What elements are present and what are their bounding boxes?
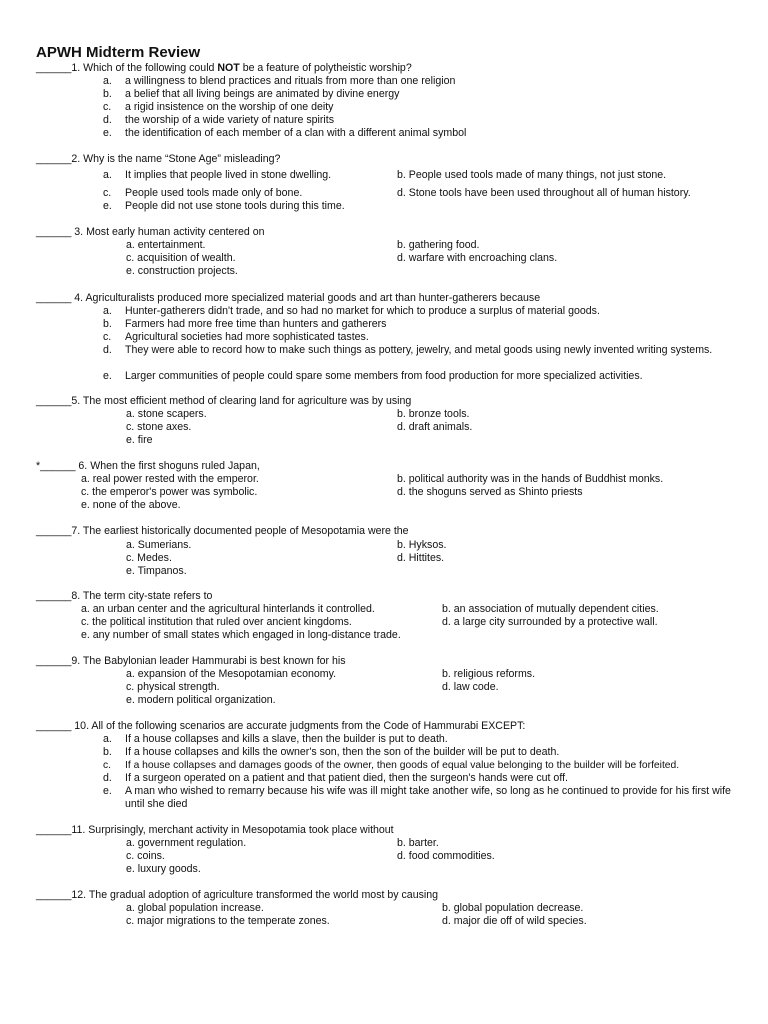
option-text: a rigid insistence on the worship of one deity xyxy=(125,101,334,113)
option-c: c. coins. xyxy=(126,850,165,862)
option-a xyxy=(103,305,600,318)
option-text: They were able to record how to make such things as pottery, jewelry, and metal goods using newly invented writing systems. xyxy=(125,344,713,356)
option-b xyxy=(103,318,386,331)
option-text: If a surgeon operated on a patient and that patient died, then the surgeon's hands were cut off. xyxy=(125,772,568,784)
option-b: b. People used tools made of many things, not just stone. xyxy=(397,169,667,181)
option-a: a. global population increase. xyxy=(126,902,264,914)
option-d: d. Hittites. xyxy=(397,552,445,564)
option-letter: d. xyxy=(103,344,112,356)
option-d: d. Stone tools have been used throughout all of human history. xyxy=(397,187,691,199)
option-text: People did not use stone tools during this time. xyxy=(125,200,345,212)
option-a: a. entertainment. xyxy=(126,239,206,251)
option-letter: e. xyxy=(103,127,112,139)
stem-text: be a feature of polytheistic worship? xyxy=(239,62,412,74)
option-text: If a house collapses and kills the owner's son, then the son of the builder will be put to death. xyxy=(125,746,560,758)
option-letter: c. xyxy=(103,760,112,771)
option-letter: a. xyxy=(103,733,112,745)
option-text: a willingness to blend practices and rituals from more than one religion xyxy=(125,75,456,87)
option-b xyxy=(103,88,399,101)
option-e: e. Timpanos. xyxy=(126,565,187,577)
option-d: d. food commodities. xyxy=(397,850,495,862)
option-d xyxy=(103,344,718,370)
question-stem: ______ 3. Most early human activity centered on xyxy=(36,226,265,238)
option-a: a. expansion of the Mesopotamian economy. xyxy=(126,668,337,680)
option-text: Larger communities of people could spare some members from food production for more specialized activities. xyxy=(125,370,643,382)
question-stem: ______8. The term city-state refers to xyxy=(36,590,213,602)
question-stem: ______12. The gradual adoption of agriculture transformed the world most by causing xyxy=(36,889,439,901)
option-b: b. gathering food. xyxy=(397,239,480,251)
option-c: c. stone axes. xyxy=(126,421,192,433)
option-letter: e. xyxy=(103,785,112,797)
option-e: e. none of the above. xyxy=(81,499,181,511)
option-c: c. major migrations to the temperate zones. xyxy=(126,915,330,927)
option-c xyxy=(103,759,679,772)
question-stem: ______2. Why is the name “Stone Age” misleading? xyxy=(36,153,281,165)
option-b: b. political authority was in the hands of Buddhist monks. xyxy=(397,473,664,485)
option-b: b. an association of mutually dependent cities. xyxy=(442,603,659,615)
option-e: e. any number of small states which engaged in long-distance trade. xyxy=(81,629,401,641)
option-c: c. acquisition of wealth. xyxy=(126,252,236,264)
option-text: Hunter-gatherers didn't trade, and so had no market for which to produce a surplus of material goods. xyxy=(125,305,600,317)
option-b: b. global population decrease. xyxy=(442,902,584,914)
option-letter: c. xyxy=(103,101,112,113)
option-c: c. the political institution that ruled over ancient kingdoms. xyxy=(81,616,352,628)
option-a: a. stone scapers. xyxy=(126,408,207,420)
option-letter: a. xyxy=(103,305,112,317)
option-d: d. law code. xyxy=(442,681,499,693)
option-letter: b. xyxy=(103,88,112,100)
option-letter: e. xyxy=(103,370,112,382)
option-letter: c. xyxy=(103,331,112,343)
option-d: d. warfare with encroaching clans. xyxy=(397,252,558,264)
option-b: b. religious reforms. xyxy=(442,668,536,680)
option-d: d. the shoguns served as Shinto priests xyxy=(397,486,583,498)
option-e: e. construction projects. xyxy=(126,265,238,277)
option-letter: b. xyxy=(103,318,112,330)
option-e: e. luxury goods. xyxy=(126,863,201,875)
option-e: e. fire xyxy=(126,434,153,446)
question-stem: ______ 10. All of the following scenarios are accurate judgments from the Code of Hammurabi EXCEPT: xyxy=(36,720,526,732)
option-text: If a house collapses and kills a slave, then the builder is put to death. xyxy=(125,733,448,745)
option-text: It implies that people lived in stone dwelling. xyxy=(125,169,332,181)
option-c xyxy=(103,331,369,344)
option-b: b. barter. xyxy=(397,837,439,849)
option-c: c. Medes. xyxy=(126,552,172,564)
option-c: c. physical strength. xyxy=(126,681,220,693)
stem-emphasis: NOT xyxy=(217,62,240,74)
option-text: Farmers had more free time than hunters and gatherers xyxy=(125,318,387,330)
option-a xyxy=(103,169,331,182)
option-text: People used tools made only of bone. xyxy=(125,187,303,199)
question-stem: ______ 4. Agriculturalists produced more specialized material goods and art than hunter-gatherers because xyxy=(36,292,541,304)
option-d xyxy=(103,114,334,127)
option-c xyxy=(103,101,333,114)
option-d: d. draft animals. xyxy=(397,421,473,433)
option-b: b. Hyksos. xyxy=(397,539,447,551)
option-a: a. real power rested with the emperor. xyxy=(81,473,259,485)
option-e xyxy=(103,127,466,140)
question-stem: *______ 6. When the first shoguns ruled Japan, xyxy=(36,460,260,472)
question-stem: ______5. The most efficient method of clearing land for agriculture was by using xyxy=(36,395,412,407)
option-text: Agricultural societies had more sophisticated tastes. xyxy=(125,331,369,343)
option-b: b. bronze tools. xyxy=(397,408,470,420)
option-a: a. Sumerians. xyxy=(126,539,192,551)
option-letter: a. xyxy=(103,75,112,87)
option-text: a belief that all living beings are animated by divine energy xyxy=(125,88,400,100)
option-b xyxy=(103,746,559,759)
option-c: c. the emperor's power was symbolic. xyxy=(81,486,258,498)
option-letter: d. xyxy=(103,772,112,784)
question-stem: ______11. Surprisingly, merchant activity in Mesopotamia took place without xyxy=(36,824,394,836)
question-stem: ______7. The earliest historically documented people of Mesopotamia were the xyxy=(36,525,409,537)
option-d: d. a large city surrounded by a protective wall. xyxy=(442,616,658,628)
option-text: the worship of a wide variety of nature spirits xyxy=(125,114,335,126)
option-letter: c. xyxy=(103,187,112,199)
option-e xyxy=(103,370,643,383)
option-e xyxy=(103,785,737,811)
question-stem xyxy=(36,62,412,75)
option-d: d. major die off of wild species. xyxy=(442,915,587,927)
option-a: a. an urban center and the agricultural hinterlands it controlled. xyxy=(81,603,375,615)
option-letter: d. xyxy=(103,114,112,126)
page-title: APWH Midterm Review xyxy=(36,44,201,61)
option-e: e. modern political organization. xyxy=(126,694,276,706)
option-a xyxy=(103,75,455,88)
option-letter: a. xyxy=(103,169,112,181)
option-e xyxy=(103,200,345,213)
option-c xyxy=(103,187,302,200)
option-letter: e. xyxy=(103,200,112,212)
option-text: the identification of each member of a clan with a different animal symbol xyxy=(125,127,467,139)
option-letter: b. xyxy=(103,746,112,758)
stem-text: ______1. Which of the following could xyxy=(36,62,218,74)
option-text: A man who wished to remarry because his wife was ill might take another wife, so long as he continued to provide for his first wife until she died xyxy=(125,785,731,810)
option-a: a. government regulation. xyxy=(126,837,247,849)
option-d xyxy=(103,772,568,785)
option-text: If a house collapses and damages goods of the owner, then goods of equal value belonging to the builder will be forfeited. xyxy=(125,760,680,771)
option-a xyxy=(103,733,448,746)
question-stem: ______9. The Babylonian leader Hammurabi is best known for his xyxy=(36,655,346,667)
